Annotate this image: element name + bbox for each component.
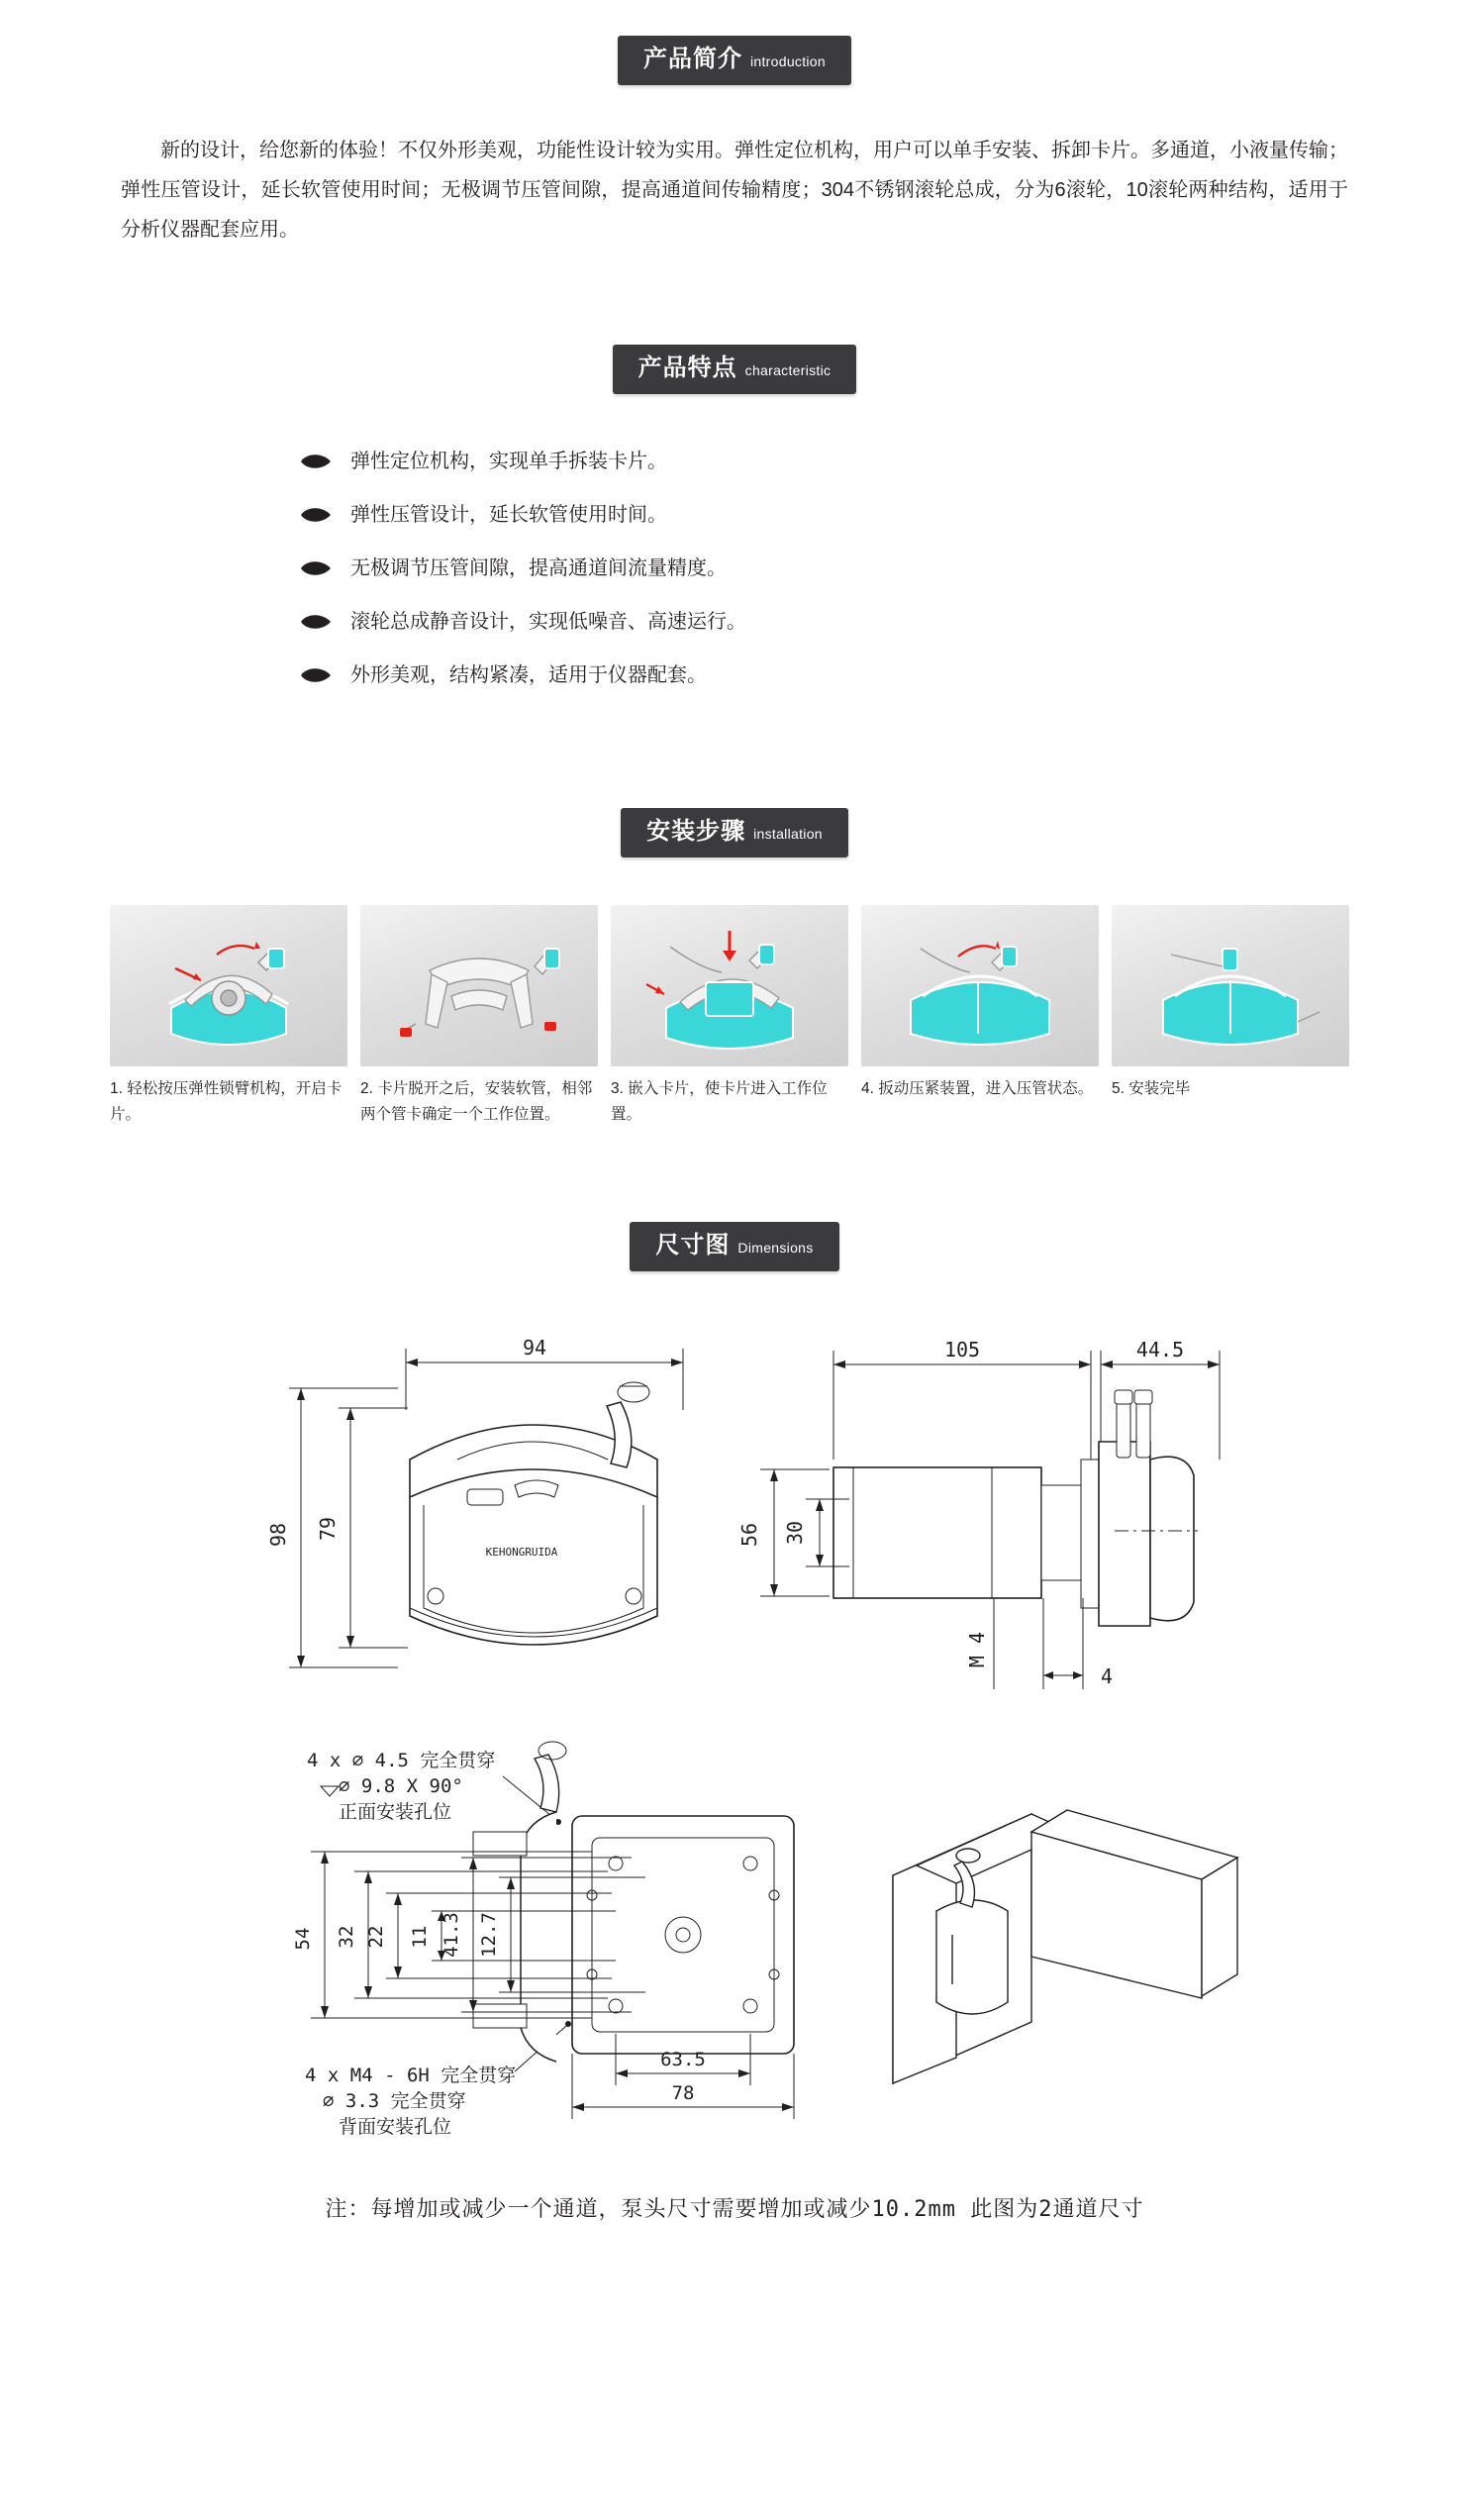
- dim-22: 22: [365, 1925, 387, 1949]
- dimension-drawings: [42, 1311, 1427, 2223]
- feature-list: [121, 446, 1348, 691]
- dim-side-head-width: 44.5: [1135, 1338, 1185, 1362]
- banner-dimensions: [630, 1222, 838, 1271]
- install-step-caption: 3. 嵌入卡片，使卡片进入工作位置。: [611, 1080, 828, 1123]
- banner-intro-cn: 产品简介: [643, 46, 742, 72]
- install-step-caption: 2. 卡片脱开之后，安装软管，相邻两个管卡确定一个工作位置。: [360, 1080, 593, 1123]
- dim-41-3: 41.3: [441, 1912, 462, 1959]
- install-step: [360, 905, 598, 1127]
- arrow-bullet-icon: [299, 558, 333, 578]
- feature-text: 弹性定位机构，实现单手拆装卡片。: [350, 451, 667, 472]
- banner-installation-en: installation: [753, 826, 823, 842]
- dim-side-thread: M 4: [965, 1632, 989, 1668]
- feature-text: 滚轮总成静音设计，实现低噪音、高速运行。: [350, 611, 746, 633]
- note-front-holes-3: 正面安装孔位: [339, 1801, 452, 1824]
- install-step-image-4: [861, 905, 1099, 1066]
- banner-installation: [621, 808, 848, 857]
- dim-12-7: 12.7: [478, 1912, 500, 1959]
- installation-steps: [110, 905, 1359, 1127]
- dim-front-width: 94: [522, 1336, 547, 1361]
- install-step-caption: 4. 扳动压紧装置，进入压管状态。: [861, 1080, 1094, 1097]
- feature-text: 弹性压管设计，延长软管使用时间。: [350, 504, 667, 526]
- install-step: [611, 905, 848, 1127]
- dim-32: 32: [336, 1925, 357, 1949]
- dim-front-height-outer: 98: [266, 1523, 290, 1548]
- feature-text: 无极调节压管间隙，提高通道间流量精度。: [350, 557, 727, 579]
- banner-intro-en: introduction: [750, 53, 826, 69]
- dim-78: 78: [671, 2082, 695, 2105]
- banner-dimensions-en: Dimensions: [737, 1240, 814, 1257]
- install-step-image-2: [360, 905, 598, 1066]
- dimension-drawing-top-row: [42, 1311, 1427, 1737]
- install-step-caption: 5. 安装完毕: [1112, 1080, 1191, 1097]
- section-header-intro: [0, 36, 1469, 85]
- arrow-bullet-icon: [299, 452, 333, 471]
- banner-characteristic-cn: 产品特点: [637, 354, 737, 381]
- note-front-holes-1: 4 x ⌀ 4.5 完全贯穿: [307, 1750, 496, 1772]
- section-header-characteristic: [0, 345, 1469, 394]
- banner-intro: [618, 36, 851, 85]
- dim-side-h30: 30: [783, 1521, 807, 1546]
- arrow-bullet-icon: [299, 505, 333, 525]
- section-header-installation: [0, 808, 1469, 857]
- feature-text: 外形美观，结构紧凑，适用于仪器配套。: [350, 664, 707, 686]
- dimension-drawing-bottom-row: [42, 1737, 1427, 2153]
- note-front-holes-2: ⌀ 9.8 X 90°: [339, 1775, 463, 1798]
- dim-side-h56: 56: [737, 1523, 761, 1548]
- dim-54: 54: [292, 1927, 314, 1951]
- banner-characteristic-en: characteristic: [744, 362, 832, 378]
- note-back-holes-1: 4 x M4 - 6H 完全贯穿: [305, 2065, 517, 2087]
- arrow-bullet-icon: [299, 665, 333, 685]
- install-step-image-1: [110, 905, 347, 1066]
- install-step: [1112, 905, 1349, 1127]
- install-step-caption: 1. 轻松按压弹性锁臂机构，开启卡片。: [110, 1080, 343, 1123]
- install-step: [110, 905, 347, 1127]
- feature-item: [299, 446, 1348, 477]
- dim-front-height-inner: 79: [316, 1517, 340, 1542]
- install-step-image-3: [611, 905, 848, 1066]
- dim-side-length: 105: [943, 1338, 981, 1362]
- install-step-image-5: [1112, 905, 1349, 1066]
- arrow-bullet-icon: [299, 612, 333, 632]
- svg-text:KEHONGRUIDA: KEHONGRUIDA: [485, 1546, 558, 1560]
- dim-side-depth: 4: [1100, 1664, 1114, 1689]
- dim-63-5: 63.5: [660, 2049, 706, 2071]
- install-step: [861, 905, 1099, 1127]
- banner-installation-cn: 安装步骤: [646, 818, 746, 845]
- dim-11: 11: [409, 1925, 431, 1949]
- banner-dimensions-cn: 尺寸图: [655, 1232, 731, 1260]
- feature-item: [299, 659, 1348, 691]
- intro-paragraph: 新的设计，给您新的体验！不仅外形美观，功能性设计较为实用。弹性定位机构，用户可以单手安装、拆卸卡片。多通道，小液量传输；弹性压管设计，延长软管使用时间；无极调节压管间隙，提高通道间传输精度；304不锈钢滚轮总成，分为6滚轮，10滚轮两种结构，适用于分析仪器配套应用。: [121, 140, 1348, 241]
- footer-note: 注：每增加或减少一个通道，泵头尺寸需要增加或减少10.2mm 此图为2通道尺寸: [325, 2197, 1144, 2223]
- feature-item: [299, 553, 1348, 584]
- section-header-dimensions: [0, 1222, 1469, 1271]
- feature-item: [299, 499, 1348, 531]
- banner-characteristic: [613, 345, 857, 394]
- note-back-holes-3: 背面安装孔位: [339, 2116, 452, 2139]
- feature-item: [299, 606, 1348, 638]
- note-back-holes-2: ⌀ 3.3 完全贯穿: [323, 2090, 466, 2113]
